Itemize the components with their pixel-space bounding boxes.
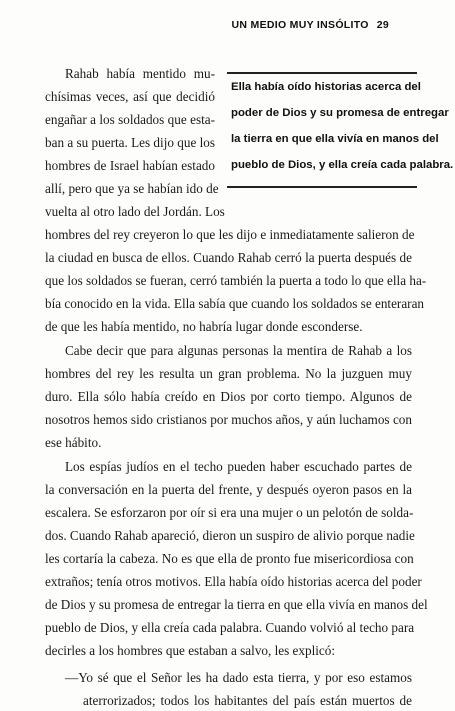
body-line: decirles a los hombres que estaban a salvo, les explicó: [45,643,336,658]
pull-quote-line: la tierra en que ella vivía en manos del [231,133,439,145]
pull-quote-line: pueblo de Dios, y ella creía cada palabra. [231,159,454,171]
dialogue-line: aterrorizados; todos los habitantes del país están muertos de [83,693,412,708]
body-line: de Dios y su promesa de entregar la tierra en que ella vivía en manos del [45,597,428,612]
body-line: allí, pero que ya se habían ido de [45,181,219,196]
running-title: UN MEDIO MUY INSÓLITO [231,19,369,31]
body-line: hombres de Israel habían estado [45,158,215,173]
body-line: escalera. Se esforzaron por oír si era una mujer o un pelotón de solda- [45,505,414,520]
body-line: la conversación en la puerta del frente, y después oyeron pasos en la [45,482,412,497]
body-line: nosotros hemos sido cristianos por muchos años, y aún luchamos con [45,412,412,427]
body-line: dos. Cuando Rahab apareció, dieron un suspiro de alivio porque nadie [45,528,415,543]
dialogue-line: —Yo sé que el Señor les ha dado esta tierra, y por eso estamos [65,670,412,685]
body-line: hombres del rey les resulta un gran problema. No la juzguen muy [45,366,412,381]
body-line: ese hábito. [45,435,102,450]
body-line: duro. Ella sólo había creído en Dios por corto tiempo. Algunos de [45,389,412,404]
pull-quote-bottom-rule [227,186,417,188]
body-line: les cortaría la cabeza. No es que ella de pronto fue misericordiosa con [45,551,414,566]
body-line: Rahab había mentido mu- [65,66,215,81]
body-line: vuelta al otro lado del Jordán. Los [45,204,225,219]
pull-quote-line: poder de Dios y su promesa de entregar [231,107,449,119]
body-line: bía conocido en la vida. Ella sabía que cuando los soldados se enteraran [45,296,425,311]
pull-quote-top-rule [227,72,417,74]
body-line: Los espías judíos en el techo pueden haber escuchado partes de [65,459,412,474]
page-number: 29 [376,19,389,31]
body-line: Cabe decir que para algunas personas la mentira de Rahab a los [65,343,412,358]
body-line: que los soldados se fueran, cerró también la puerta a todo lo que ella ha- [45,273,427,288]
body-line: ban a su puerta. Les dijo que los [45,135,215,150]
body-line: la ciudad en busca de ellos. Cuando Rahab cerró la puerta después de [45,250,412,265]
body-line: engañar a los soldados que esta- [45,112,215,127]
body-line: de que les había mentido, no habría lugar donde esconderse. [45,319,363,334]
body-line: chísimas veces, así que decidió [45,89,215,104]
pull-quote-line: Ella había oído historias acerca del [231,81,421,93]
body-line: extraños; tenía otros motivos. Ella había oído historias acerca del poder [45,574,422,589]
body-line: hombres del rey creyeron lo que les dijo e inmediatamente salieron de [45,227,415,242]
body-line: pueblo de Dios, y ella creía cada palabra. Cuando volvió al techo para [45,620,415,635]
running-header [232,19,389,31]
